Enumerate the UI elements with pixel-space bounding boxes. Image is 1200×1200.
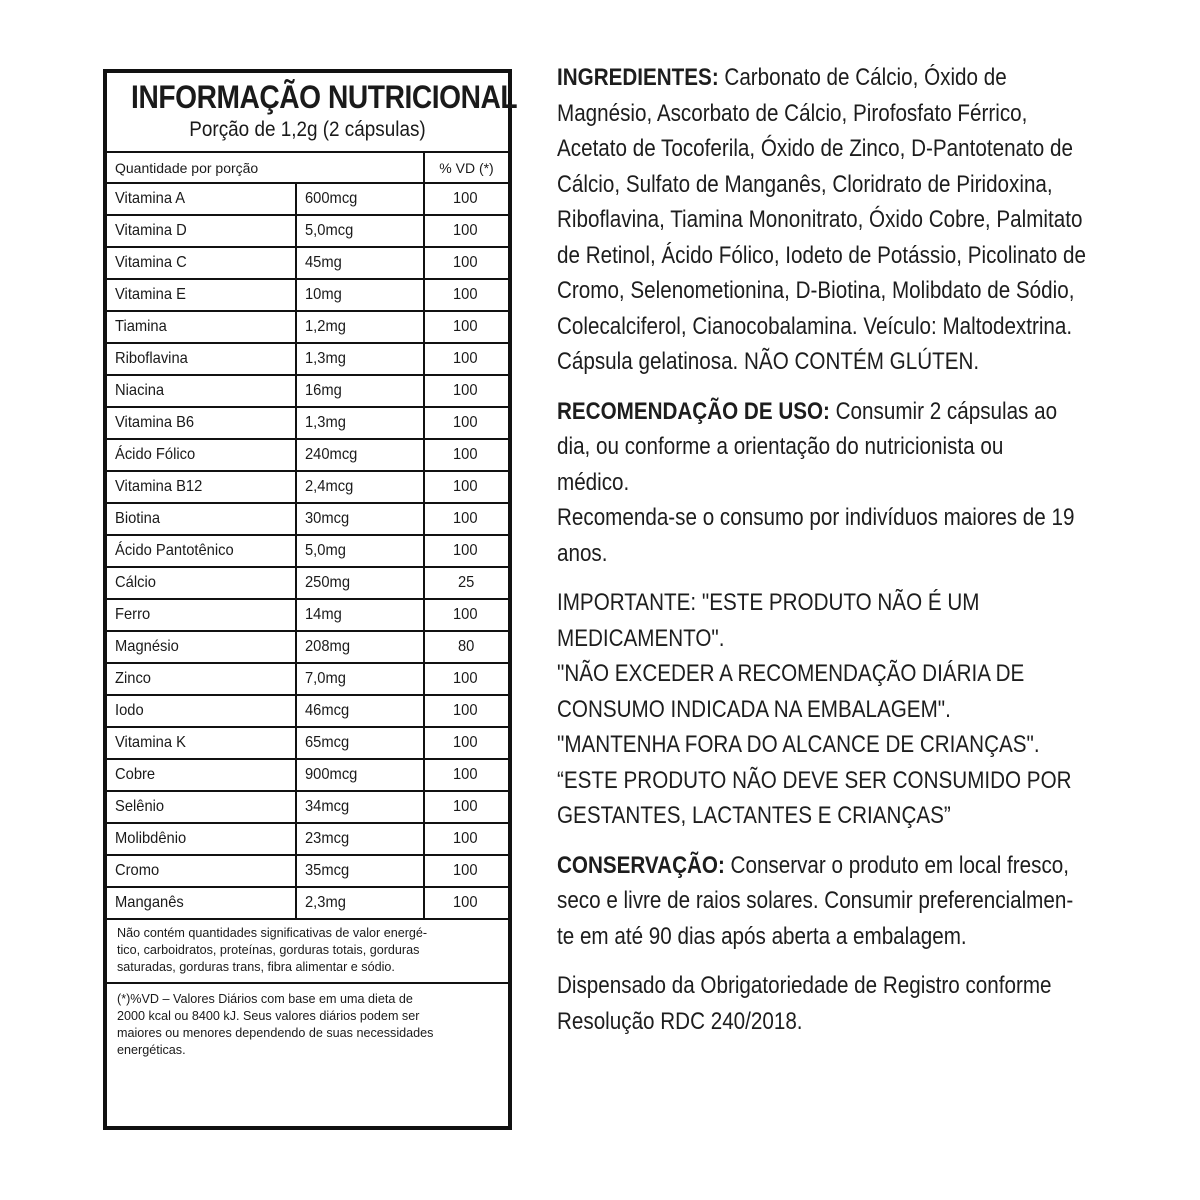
nutrient-row	[107, 791, 508, 823]
nutrient-name-cell	[107, 887, 296, 919]
ingredients-text: Riboflavina, Tiamina Mononitrato, Óxido Cobre, Palmitato	[557, 206, 1083, 233]
important-line	[557, 656, 1157, 692]
nutrient-row	[107, 535, 508, 567]
note-line: tico, carboidratos, proteínas, gorduras totais, gorduras	[117, 943, 420, 957]
usage-text: dia, ou conforme a orientação do nutricionista ou	[557, 433, 1004, 460]
ingredients-text: Cálcio, Sulfato de Manganês, Cloridrato de Piridoxina,	[557, 170, 1053, 198]
nutrition-note-daily-values	[107, 984, 508, 1063]
nutrient-name: Ferro	[115, 606, 151, 623]
nutrient-name-cell	[107, 855, 296, 887]
nutrient-header-row	[107, 153, 508, 183]
nutrient-vd-cell	[424, 311, 508, 343]
nutrient-name-cell	[107, 343, 296, 375]
nutrient-row	[107, 631, 508, 663]
nutrient-vd-cell	[424, 343, 508, 375]
nutrient-amount-cell	[296, 407, 424, 439]
important-text: CONSUMO INDICADA NA EMBALAGEM".	[557, 695, 951, 723]
nutrient-name: Niacina	[115, 382, 165, 399]
nutrient-vd: 100	[453, 830, 478, 847]
nutrient-name-cell	[107, 375, 296, 407]
nutrient-name: Iodo	[115, 702, 144, 719]
nutrient-row	[107, 343, 508, 375]
nutrient-name: Zinco	[115, 670, 151, 687]
usage-line	[557, 429, 1157, 465]
ingredients-line	[557, 60, 1157, 96]
nutrient-row	[107, 567, 508, 599]
nutrient-name-cell	[107, 503, 296, 535]
important-section	[557, 585, 1157, 834]
important-text: “ESTE PRODUTO NÃO DEVE SER CONSUMIDO POR	[557, 766, 1072, 794]
ingredients-text: Colecalciferol, Cianocobalamina. Veículo: Maltodextrina.	[557, 312, 1073, 340]
nutrient-vd-cell	[424, 791, 508, 823]
nutrient-amount-cell	[296, 663, 424, 695]
ingredients-label: INGREDIENTES:	[557, 64, 719, 91]
nutrient-name-cell	[107, 215, 296, 247]
nutrient-amount-cell	[296, 439, 424, 471]
nutrient-name-cell	[107, 279, 296, 311]
nutrient-vd: 100	[453, 286, 478, 303]
important-text: GESTANTES, LACTANTES E CRIANÇAS”	[557, 802, 951, 829]
conservation-line	[557, 883, 1157, 919]
nutrient-name: Tiamina	[115, 318, 167, 335]
nutrient-row	[107, 407, 508, 439]
nutrient-name-cell	[107, 183, 296, 215]
nutrient-vd: 80	[457, 638, 474, 655]
nutrient-name-cell	[107, 823, 296, 855]
nutrient-vd: 100	[453, 702, 478, 719]
nutrient-name: Selênio	[115, 798, 165, 815]
nutrient-name-cell	[107, 663, 296, 695]
nutrient-amount-cell	[296, 887, 424, 919]
nutrient-amount: 45mg	[305, 254, 342, 271]
nutrient-vd-cell	[424, 535, 508, 567]
ingredients-text: Magnésio, Ascorbato de Cálcio, Pirofosfato Férrico,	[557, 99, 1028, 127]
nutrient-amount-cell	[296, 759, 424, 791]
important-text: MEDICAMENTO".	[557, 624, 725, 652]
nutrient-amount-cell	[296, 535, 424, 567]
conservation-line	[557, 919, 1157, 955]
important-line	[557, 727, 1157, 763]
nutrient-amount: 600mcg	[305, 190, 358, 207]
ingredients-line	[557, 273, 1157, 309]
nutrient-amount: 1,3mg	[305, 350, 346, 367]
nutrient-amount-cell	[296, 375, 424, 407]
registration-line	[557, 968, 1157, 1004]
nutrient-name: Ácido Fólico	[115, 446, 196, 463]
important-line	[557, 763, 1157, 799]
important-line	[557, 798, 1157, 834]
nutrient-name: Vitamina B6	[115, 414, 195, 431]
serving-size: Porção de 1,2g (2 cápsulas)	[189, 118, 426, 141]
conservation-text: te em até 90 dias após aberta a embalagem.	[557, 922, 967, 950]
nutrient-amount-cell	[296, 183, 424, 215]
header-quantity: Quantidade por porção	[107, 153, 424, 183]
nutrient-amount: 16mg	[305, 382, 342, 399]
nutrient-name: Manganês	[115, 894, 184, 911]
ingredients-text: de Retinol, Ácido Fólico, Iodeto de Potássio, Picolinato de	[557, 241, 1086, 269]
ingredients-line	[557, 344, 1157, 380]
nutrient-name-cell	[107, 791, 296, 823]
label-text-column	[557, 60, 1157, 1053]
conservation-label: CONSERVAÇÃO:	[557, 851, 725, 879]
nutrient-name-cell	[107, 471, 296, 503]
nutrient-name: Vitamina B12	[115, 478, 203, 495]
nutrient-name-cell	[107, 407, 296, 439]
nutrient-amount-cell	[296, 471, 424, 503]
nutrient-vd-cell	[424, 247, 508, 279]
nutrient-name-cell	[107, 567, 296, 599]
nutrient-vd-cell	[424, 663, 508, 695]
nutrient-name-cell	[107, 631, 296, 663]
nutrition-header	[107, 73, 518, 153]
usage-line	[557, 394, 1157, 430]
nutrient-row	[107, 471, 508, 503]
conservation-text: seco e livre de raios solares. Consumir preferencialmen-	[557, 887, 1074, 914]
usage-text: Consumir 2 cápsulas ao	[829, 397, 1058, 425]
nutrient-amount: 35mcg	[305, 862, 350, 879]
nutrient-name: Cobre	[115, 766, 156, 783]
nutrient-amount-cell	[296, 343, 424, 375]
nutrient-name-cell	[107, 599, 296, 631]
nutrient-vd-cell	[424, 375, 508, 407]
usage-text: anos.	[557, 539, 608, 567]
nutrient-amount: 23mcg	[305, 830, 350, 847]
registration-section	[557, 968, 1157, 1039]
nutrient-amount-cell	[296, 727, 424, 759]
nutrient-amount: 208mg	[305, 638, 351, 655]
nutrient-amount: 46mcg	[305, 702, 350, 719]
ingredients-text: Cápsula gelatinosa. NÃO CONTÉM GLÚTEN.	[557, 348, 980, 375]
nutrient-amount: 900mcg	[305, 766, 358, 783]
note-line: (*)%VD – Valores Diários com base em uma dieta de	[117, 992, 413, 1006]
nutrient-amount: 65mcg	[305, 734, 350, 751]
nutrient-vd-cell	[424, 215, 508, 247]
important-line	[557, 621, 1157, 657]
nutrient-amount: 5,0mcg	[305, 222, 354, 239]
nutrient-vd-cell	[424, 727, 508, 759]
conservation-text: Conservar o produto em local fresco,	[724, 851, 1069, 879]
nutrient-vd: 100	[453, 318, 478, 335]
nutrient-vd: 100	[453, 894, 478, 911]
nutrient-vd-cell	[424, 823, 508, 855]
nutrient-amount: 250mg	[305, 574, 351, 591]
nutrient-name-cell	[107, 727, 296, 759]
nutrient-amount: 34mcg	[305, 798, 350, 815]
nutrient-row	[107, 887, 508, 919]
nutrient-vd: 100	[453, 734, 478, 751]
conservation-section	[557, 848, 1157, 955]
important-text: "MANTENHA FORA DO ALCANCE DE CRIANÇAS".	[557, 731, 1040, 758]
important-line	[557, 692, 1157, 728]
nutrient-amount: 7,0mg	[305, 670, 346, 687]
nutrient-vd: 100	[453, 670, 478, 687]
nutrient-vd-cell	[424, 855, 508, 887]
ingredients-line	[557, 131, 1157, 167]
nutrient-vd: 100	[453, 190, 478, 207]
usage-line	[557, 536, 1157, 572]
nutrient-amount: 5,0mg	[305, 542, 346, 559]
nutrient-amount: 14mg	[305, 606, 342, 623]
important-line	[557, 585, 1157, 621]
ingredients-line	[557, 167, 1157, 203]
nutrient-row	[107, 695, 508, 727]
nutrient-amount: 240mcg	[305, 446, 358, 463]
nutrient-name-cell	[107, 759, 296, 791]
ingredients-line	[557, 238, 1157, 274]
nutrition-note-insignificant	[107, 920, 508, 984]
nutrient-vd: 100	[453, 350, 478, 367]
nutrient-vd: 100	[453, 382, 478, 399]
nutrient-vd-cell	[424, 631, 508, 663]
nutrient-row	[107, 247, 508, 279]
registration-line	[557, 1004, 1157, 1040]
nutrient-vd: 100	[453, 446, 478, 463]
nutrient-vd-cell	[424, 407, 508, 439]
nutrient-row	[107, 759, 508, 791]
ingredients-text: Acetato de Tocoferila, Óxido de Zinco, D-Pantotenato de	[557, 135, 1073, 162]
nutrient-vd: 100	[453, 510, 478, 527]
registration-text: Resolução RDC 240/2018.	[557, 1007, 803, 1035]
nutrient-row	[107, 183, 508, 215]
important-text: IMPORTANTE: "ESTE PRODUTO NÃO É UM	[557, 589, 980, 616]
nutrient-grid	[107, 153, 508, 920]
nutrient-vd: 100	[453, 254, 478, 271]
header-vd: % VD (*)	[424, 153, 508, 183]
nutrient-amount-cell	[296, 695, 424, 727]
nutrient-name: Molibdênio	[115, 830, 187, 847]
nutrient-vd: 100	[453, 478, 478, 495]
nutrient-name: Vitamina K	[115, 734, 186, 751]
note-line: maiores ou menores dependendo de suas necessidades	[117, 1026, 434, 1040]
usage-text: médico.	[557, 468, 630, 496]
nutrient-name: Vitamina A	[115, 190, 186, 207]
note-line: energéticas.	[117, 1043, 186, 1057]
nutrient-row	[107, 823, 508, 855]
nutrient-amount: 1,3mg	[305, 414, 346, 431]
nutrient-vd: 100	[453, 862, 478, 879]
nutrient-name-cell	[107, 247, 296, 279]
usage-text: Recomenda-se o consumo por indivíduos maiores de 19	[557, 504, 1075, 531]
nutrient-row	[107, 663, 508, 695]
nutrient-name: Vitamina E	[115, 286, 186, 303]
nutrient-amount-cell	[296, 311, 424, 343]
nutrition-title: INFORMAÇÃO NUTRICIONAL	[131, 79, 518, 115]
nutrient-amount-cell	[296, 503, 424, 535]
nutrient-name: Ácido Pantotênico	[115, 542, 234, 559]
nutrient-vd-cell	[424, 599, 508, 631]
nutrition-facts-table	[103, 69, 518, 1130]
nutrient-name: Biotina	[115, 510, 161, 527]
ingredients-text: Cromo, Selenometionina, D-Biotina, Molibdato de Sódio,	[557, 277, 1075, 304]
nutrient-name: Vitamina C	[115, 254, 187, 271]
nutrient-row	[107, 503, 508, 535]
nutrient-name: Magnésio	[115, 638, 179, 655]
nutrient-amount-cell	[296, 215, 424, 247]
nutrient-amount-cell	[296, 791, 424, 823]
nutrient-amount-cell	[296, 599, 424, 631]
note-line: 2000 kcal ou 8400 kJ. Seus valores diários podem ser	[117, 1009, 420, 1023]
nutrient-vd-cell	[424, 279, 508, 311]
nutrient-vd: 100	[453, 222, 478, 239]
nutrient-vd: 100	[453, 414, 478, 431]
nutrient-vd: 100	[453, 766, 478, 783]
nutrient-amount-cell	[296, 567, 424, 599]
ingredients-line	[557, 96, 1157, 132]
nutrient-name-cell	[107, 535, 296, 567]
nutrient-name: Cálcio	[115, 574, 156, 591]
usage-line	[557, 465, 1157, 501]
nutrient-vd-cell	[424, 471, 508, 503]
nutrient-vd-cell	[424, 887, 508, 919]
ingredients-text: Carbonato de Cálcio, Óxido de	[718, 64, 1007, 91]
nutrient-vd-cell	[424, 759, 508, 791]
nutrient-amount: 2,4mcg	[305, 478, 354, 495]
nutrient-vd-cell	[424, 695, 508, 727]
nutrient-vd-cell	[424, 503, 508, 535]
nutrient-vd-cell	[424, 183, 508, 215]
nutrient-row	[107, 727, 508, 759]
nutrient-name: Riboflavina	[115, 350, 188, 367]
nutrient-name: Cromo	[115, 862, 160, 879]
nutrient-amount-cell	[296, 247, 424, 279]
nutrient-vd: 100	[453, 606, 478, 623]
conservation-line	[557, 848, 1157, 884]
nutrient-name: Vitamina D	[115, 222, 187, 239]
nutrient-vd-cell	[424, 439, 508, 471]
nutrient-amount-cell	[296, 855, 424, 887]
nutrient-row	[107, 855, 508, 887]
usage-label: RECOMENDAÇÃO DE USO:	[557, 397, 830, 425]
important-text: "NÃO EXCEDER A RECOMENDAÇÃO DIÁRIA DE	[557, 660, 1025, 687]
nutrient-name-cell	[107, 311, 296, 343]
note-line: saturadas, gorduras trans, fibra alimentar e sódio.	[117, 960, 395, 974]
usage-line	[557, 500, 1157, 536]
nutrient-row	[107, 215, 508, 247]
nutrient-amount: 10mg	[305, 286, 342, 303]
nutrient-row	[107, 599, 508, 631]
nutrient-name-cell	[107, 439, 296, 471]
ingredients-line	[557, 202, 1157, 238]
registration-text: Dispensado da Obrigatoriedade de Registro conforme	[557, 972, 1052, 999]
nutrient-row	[107, 375, 508, 407]
ingredients-line	[557, 309, 1157, 345]
nutrient-vd: 100	[453, 542, 478, 559]
nutrient-vd-cell	[424, 567, 508, 599]
nutrient-row	[107, 439, 508, 471]
nutrient-vd: 25	[457, 574, 474, 591]
nutrient-amount-cell	[296, 823, 424, 855]
nutrient-amount-cell	[296, 279, 424, 311]
nutrient-amount: 30mcg	[305, 510, 350, 527]
nutrient-row	[107, 311, 508, 343]
nutrient-row	[107, 279, 508, 311]
ingredients-section	[557, 60, 1157, 380]
nutrient-amount-cell	[296, 631, 424, 663]
nutrient-amount: 1,2mg	[305, 318, 346, 335]
nutrient-vd: 100	[453, 798, 478, 815]
nutrient-name-cell	[107, 695, 296, 727]
note-line: Não contém quantidades significativas de valor energé-	[117, 926, 428, 940]
usage-section	[557, 394, 1157, 572]
nutrient-amount: 2,3mg	[305, 894, 346, 911]
